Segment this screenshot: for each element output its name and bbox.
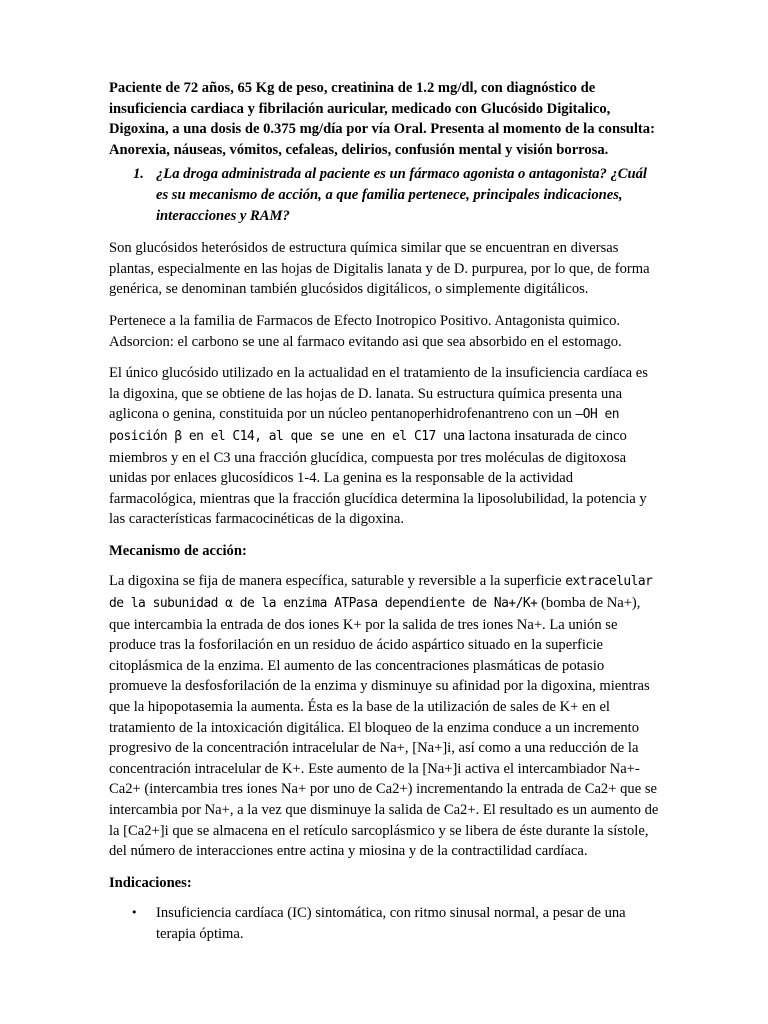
indicacion-text: Insuficiencia cardíaca (IC) sintomática, con ritmo sinusal normal, a pesar de una terapia óptima. bbox=[156, 905, 626, 942]
case-intro: Paciente de 72 años, 65 Kg de peso, creatinina de 1.2 mg/dl, con diagnóstico de insuficiencia cardiaca y fibrilación auricular, medicado con Glucósido Digitalico, Digoxina, a una dosis de 0.375 mg/día por vía Oral. Presenta al momento de la consulta: Anorexia, náuseas, vómitos, cefaleas, delirios, confusión mental y visión borrosa. bbox=[109, 80, 655, 158]
paragraph-digoxina-estructura bbox=[109, 363, 661, 530]
paragraph-glucosidos: Son glucósidos heterósidos de estructura química similar que se encuentran en diversas plantas, especialmente en las hojas de Digitalis lanata y de D. purpurea, por lo que, de forma genérica, se denominan también glucósidos digitálicos, o simplemente digitálicos. bbox=[109, 240, 650, 298]
heading-indicaciones: Indicaciones: bbox=[109, 874, 192, 891]
document-page bbox=[109, 78, 661, 945]
indicaciones-list bbox=[109, 903, 661, 944]
paragraph-digoxina-mono: –OH en posición β en el C14, al que se une en el C17 una bbox=[109, 407, 620, 444]
paragraph-digoxina-part-b: lactona insaturada de cinco miembros y en el C3 una fracción glucídica, compuesta por tres moléculas de digitoxosa unidas por enlaces glucosídicos 1-4. La genina es la responsable de la actividad farmacológica, mientras que la fracción glucídica determina la liposolubilidad, la potencia y las características farmacocinéticas de la digoxina. bbox=[109, 427, 647, 528]
paragraph-mecanismo-part-b: (bomba de Na+), que intercambia la entrada de dos iones K+ por la salida de tres iones Na+. La unión se produce tras la fosforilación en un residuo de ácido aspártico situado en la superficie citoplásmica de la enzima. El aumento de las concentraciones plasmáticas de potasio promueve la desfosforilación de la enzima y disminuye su afinidad por la digoxina, mientras que la hipopotasemia la aumenta. Ésta es la base de la utilización de sales de K+ en el tratamiento de la intoxicación digitálica. El bloqueo de la enzima conduce a un incremento progresivo de la concentración intracelular de Na+, [Na+]i, así como a una reducción de la concentración intracelular de K+. Este aumento de la [Na+]i activa el intercambiador Na+-Ca2+ (intercambia tres iones Na+ por uno de Ca2+) incrementando la entrada de Ca2+ que se intercambia por Na+, a la vez que disminuye la salida de Ca2+. El resultado es un aumento de la [Ca2+]i que se almacena en el retículo sarcoplásmico y se libera de éste durante la sístole, del número de interacciones entre actina y miosina y de la contractilidad cardíaca. bbox=[109, 595, 659, 860]
paragraph-digoxina-part-a: El único glucósido utilizado en la actualidad en el tratamiento de la insuficiencia cardíaca es la digoxina, que se obtiene de las hojas de D. lanata. Su estructura química presenta una aglicona o genina, constituida por un núcleo pentanoperhidrofenantreno con un bbox=[109, 365, 648, 423]
bullet-icon: • bbox=[131, 906, 138, 920]
question-number: 1. bbox=[133, 166, 144, 183]
list-item bbox=[109, 903, 661, 944]
paragraph-mecanismo-part-a: La digoxina se fija de manera específica, saturable y reversible a la superficie bbox=[109, 573, 566, 590]
question-text: ¿La droga administrada al paciente es un fármaco agonista o antagonista? ¿Cuál es su mecanismo de acción, a que familia pertenece, principales indicaciones, interacciones y RAM? bbox=[156, 166, 647, 224]
question-1 bbox=[109, 164, 661, 226]
paragraph-familia: Pertenece a la familia de Farmacos de Efecto Inotropico Positivo. Antagonista quimico. Adsorcion: el carbono se une al farmaco evitando asi que sea absorbido en el estomago. bbox=[109, 312, 622, 350]
paragraph-mecanismo bbox=[109, 571, 661, 861]
paragraph-mecanismo-mono: extracelular de la subunidad α de la enzima ATPasa dependiente de Na+/K+ bbox=[109, 574, 653, 612]
heading-mecanismo: Mecanismo de acción: bbox=[109, 542, 247, 559]
